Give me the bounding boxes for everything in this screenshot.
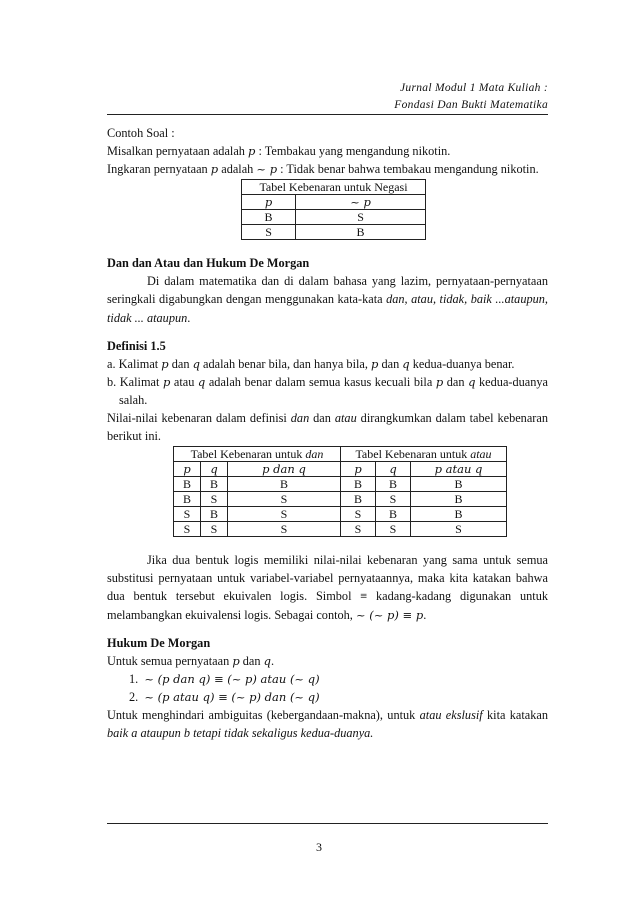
table-cell: B bbox=[411, 507, 507, 522]
de-morgan-law-2: 2. ~ (p atau q) ≡ (~ p) dan (~ q) bbox=[129, 689, 320, 704]
or-table-title: Tabel Kebenaran untuk atau bbox=[341, 447, 507, 462]
header-line-2: Fondasi Dan Bukti Matematika bbox=[394, 99, 548, 111]
section-paragraph: Di dalam matematika dan di dalam bahasa yang lazim, pernyataan-pernyataan seringkali digabungkan dengan menggunakan kata-kata dan, atau, tidak, baik ...ataupun, tidak ... ataupun. bbox=[107, 274, 548, 325]
table-cell: S bbox=[228, 522, 341, 537]
de-morgan-heading: Hukum De Morgan bbox=[107, 635, 211, 650]
table-cell: B bbox=[296, 225, 426, 240]
header-rule bbox=[107, 114, 548, 115]
table-cell: S bbox=[228, 507, 341, 522]
table-cell: B bbox=[201, 507, 228, 522]
definition-item-b: b. Kalimat p atau q adalah benar dalam semua kasus kecuali bila p dan q kedua-duanya salah. bbox=[107, 374, 549, 407]
header-line-1: Jurnal Modul 1 Mata Kuliah : bbox=[400, 82, 548, 94]
running-header bbox=[394, 80, 548, 114]
table-cell: S bbox=[376, 492, 411, 507]
table-cell: B bbox=[341, 492, 376, 507]
page-body bbox=[107, 124, 548, 742]
and-table-title: Tabel Kebenaran untuk dan bbox=[174, 447, 341, 462]
and-or-truth-table bbox=[173, 446, 507, 537]
negation-header-p: p bbox=[242, 195, 296, 210]
table-cell: B bbox=[174, 477, 201, 492]
table-cell: S bbox=[341, 522, 376, 537]
table-cell: S bbox=[341, 507, 376, 522]
table-cell: B bbox=[201, 477, 228, 492]
table-cell: S bbox=[201, 522, 228, 537]
table-cell: B bbox=[174, 492, 201, 507]
header-p: p bbox=[341, 462, 376, 477]
header-p-atau-q: p atau q bbox=[411, 462, 507, 477]
table-cell: B bbox=[376, 477, 411, 492]
table-row bbox=[174, 477, 507, 492]
negation-table bbox=[241, 179, 426, 240]
table-row bbox=[242, 210, 426, 225]
table-cell: S bbox=[201, 492, 228, 507]
definition-title: Definisi 1.5 bbox=[107, 338, 166, 353]
example-title: Contoh Soal : bbox=[107, 126, 175, 140]
footer-rule bbox=[107, 823, 548, 824]
table-cell: B bbox=[411, 477, 507, 492]
equivalence-paragraph: Jika dua bentuk logis memiliki nilai-nilai kebenaran yang sama untuk semua substitusi pernyataan untuk variabel-variabel pernyataannya, maka kita katakan bahwa dua bentuk tersebut ekuivalen logis. Simbol ≡ kadang-kadang digunakan untuk melambangkan ekuivalensi logis. Sebagai contoh, ~ (~ p) ≡ p. bbox=[107, 553, 548, 622]
section-heading-de-morgan: Dan dan Atau dan Hukum De Morgan bbox=[107, 256, 310, 271]
header-p-dan-q: p dan q bbox=[228, 462, 341, 477]
table-cell: S bbox=[228, 492, 341, 507]
table-cell: S bbox=[376, 522, 411, 537]
table-cell: B bbox=[242, 210, 296, 225]
table-cell: S bbox=[174, 522, 201, 537]
table-cell: S bbox=[174, 507, 201, 522]
table-cell: S bbox=[242, 225, 296, 240]
table-cell: B bbox=[411, 492, 507, 507]
header-q: q bbox=[201, 462, 228, 477]
example-line-1: Misalkan pernyataan adalah p : Tembakau yang mengandung nikotin. bbox=[107, 144, 451, 159]
negation-table-title: Tabel Kebenaran untuk Negasi bbox=[242, 180, 426, 195]
de-morgan-law-1: 1. ~ (p dan q) ≡ (~ p) atau (~ q) bbox=[129, 671, 320, 686]
table-cell: B bbox=[376, 507, 411, 522]
table-row bbox=[174, 507, 507, 522]
table-row bbox=[174, 522, 507, 537]
page-number: 3 bbox=[316, 840, 322, 854]
table-cell: S bbox=[296, 210, 426, 225]
header-q: q bbox=[376, 462, 411, 477]
table-row bbox=[174, 492, 507, 507]
example-line-2: Ingkaran pernyataan p adalah ~ p : Tidak benar bahwa tembakau mengandung nikotin. bbox=[107, 162, 539, 177]
definition-item-a: a. Kalimat p dan q adalah benar bila, dan hanya bila, p dan q kedua-duanya benar. bbox=[107, 356, 515, 371]
closing-paragraph: Untuk menghindari ambiguitas (kebergandaan-makna), untuk atau ekslusif kita katakan baik a ataupun b tetapi tidak sekaligus kedua-duanya. bbox=[107, 707, 548, 741]
table-cell: S bbox=[411, 522, 507, 537]
de-morgan-intro: Untuk semua pernyataan p dan q. bbox=[107, 653, 275, 668]
table-row bbox=[242, 225, 426, 240]
negation-header-np: ~ p bbox=[296, 195, 426, 210]
table-cell: B bbox=[228, 477, 341, 492]
header-p: p bbox=[174, 462, 201, 477]
table-cell: B bbox=[341, 477, 376, 492]
definition-summary: Nilai-nilai kebenaran dalam definisi dan dan atau dirangkumkan dalam tabel kebenaran berikut ini. bbox=[107, 411, 548, 444]
